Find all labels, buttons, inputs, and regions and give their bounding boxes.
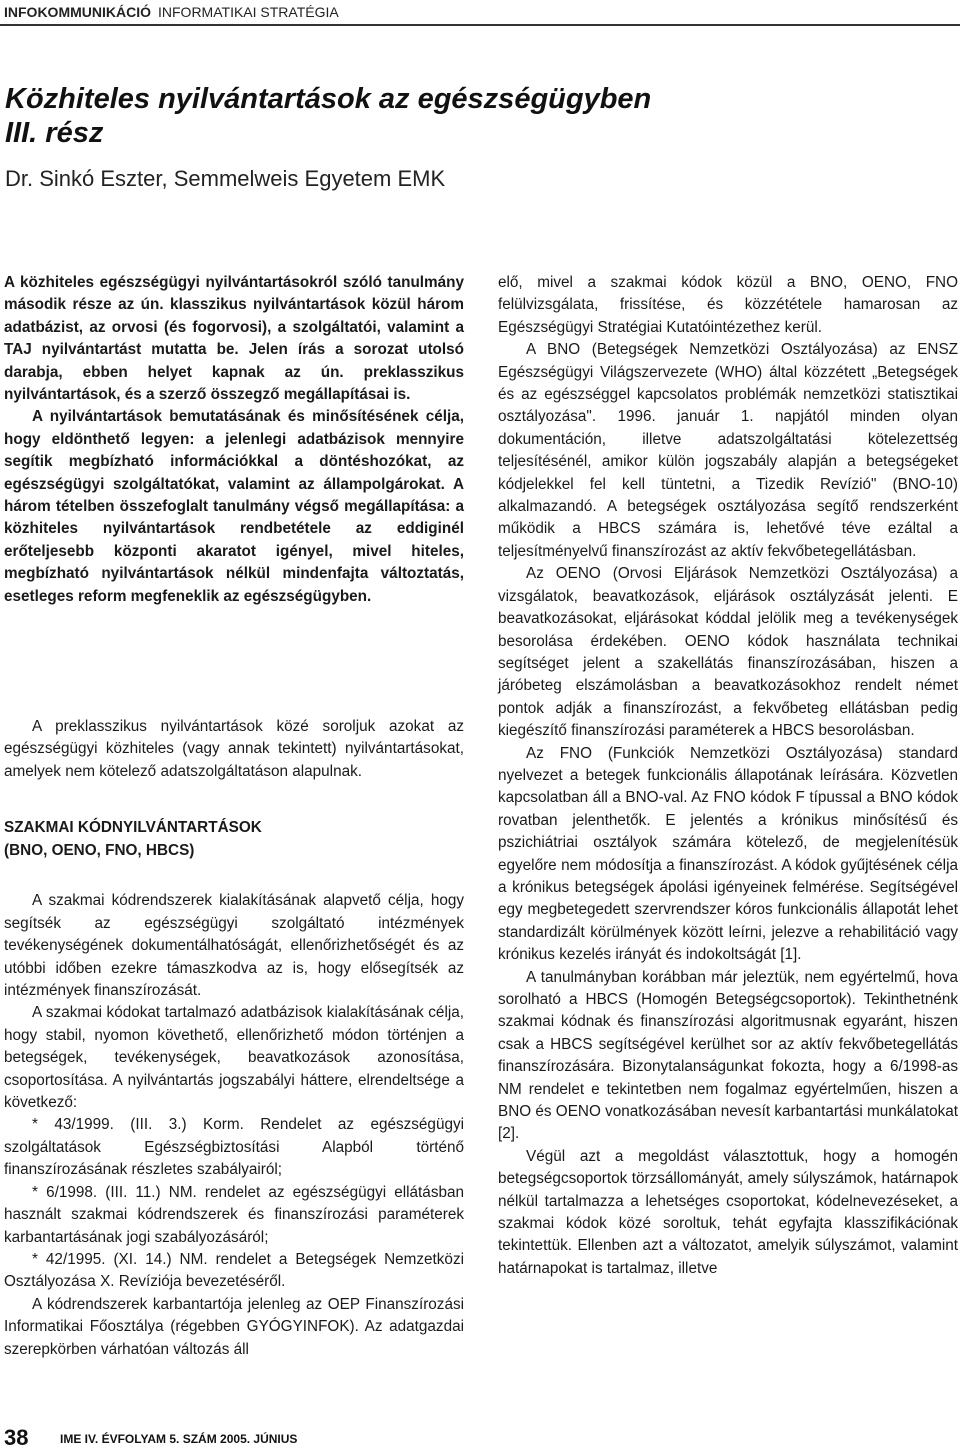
subsection-label: INFORMATIKAI STRATÉGIA [158,4,339,20]
article-title [5,82,905,150]
title-line-2: III. rész [5,117,104,149]
section-heading [4,817,464,862]
header-rule [0,24,960,26]
title-line-1: Közhiteles nyilvántartások az egészségügyben [5,83,652,115]
body-paragraph: Az OENO (Orvosi Eljárások Nemzetközi Osztályozása) a vizsgálatok, beavatkozások, eljárások osztályzását jelenti. E beavatkozásokat, eljárásokat kóddal jelölik meg a tevékenységek besorolása érdekében. OENO kódok használata technikai segítséget jelent a szakellátás finanszírozásában, hiszen a járóbeteg elszámolásban a beavatkozásokhoz rendelt német pontok adják a finanszírozást, a fekvőbeteg ellátásban pedig kiegészítő finanszírozási paraméterek a HBCS besorolásban. [498,565,958,740]
body-paragraph: * 43/1999. (III. 3.) Korm. Rendelet az egészségügyi szolgáltatások Egészségbiztosítási Alapból történő finanszírozásának részletes szabályairól; [4,1116,464,1179]
lead-paragraph: A nyilvántartások bemutatásának és minősítésének célja, hogy eldönthető legyen: a jelenlegi adatbázisok mennyire segítik megbízható információkkal a döntéshozókat, az egészségügyi szolgáltatókat, valamint az állampolgárokat. A három tételben összefoglalt tanulmány végső megállapítása: a közhiteles nyilvántartások rendbetétele az eddiginél erőteljesebb központi akaratot igényel, mivel hiteles, megbízható nyilvántartások nélkül mindenfajta változtatás, esetleges reform megfeneklik az egészségügyben. [4,408,464,605]
body-paragraph: A szakmai kódrendszerek kialakításának alapvető célja, hogy segítsék az egészségügyi szolgáltató intézmények tevékenységének dokumentálhatóságát, ellenőrizhetőségét és az utóbbi időben ezekre támaszkodva az is, hogy elősegítsék az intézmények finanszírozását. [4,892,464,1000]
body-block [4,716,464,1361]
body-paragraph: * 42/1995. (XI. 14.) NM. rendelet a Betegségek Nemzetközi Osztályozása X. Revíziója bevezetéséről. [4,1250,464,1291]
section-heading-line-2: (BNO, OENO, FNO, HBCS) [4,841,195,859]
body-paragraph: * 6/1998. (III. 11.) NM. rendelet az egészségügyi ellátásban használt szakmai kódrendszerek és finanszírozási paraméterek karbantartásának jogi szabályozásáról; [4,1183,464,1246]
section-heading-line-1: SZAKMAI KÓDNYILVÁNTARTÁSOK [4,819,262,837]
lead-paragraph: A közhiteles egészségügyi nyilvántartásokról szóló tanulmány második része az ún. klasszikus nyilvántartások közül három adatbázist, az orvosi (és fogorvosi), a szolgáltatói, valamint a TAJ nyilvántartást mutatta be. Jelen írás a sorozat utolsó darabja, ebben helyet kapnak az ún. preklasszikus nyilvántartások, és a szerző összegző megállapításai is. [4,274,464,404]
page-number: 38 [4,1425,29,1450]
body-paragraph: Az FNO (Funkciók Nemzetközi Osztályozása) standard nyelvezet a betegek funkcionális állapotának leírására. Közvetlen kapcsolatban áll a BNO-val. Az FNO kódok F típussal a BNO kódok rovatban jelenthetők. E jelentés a krónikus minősítésű és pszichiátriai osztályok számára kötelező, de megjelenítésük egyelőre nem módosítja a finanszírozást. A kódok gyűjtésének célja a krónikus betegségek ápolási igényeinek felmérése. Segítségével egy megbetegedett szervrendszer kóros funkcionális állapotát lehet standardizált körülmények között leírni, jelezve a rehabilitáció vagy krónikus kezelés irányát és indokoltságát [1]. [498,744,958,964]
body-paragraph: elő, mivel a szakmai kódok közül a BNO, OENO, FNO felülvizsgálata, frissítése, és közzététele hamarosan az Egészségügyi Stratégiai Kutatóintézethez kerül. [498,274,958,336]
body-paragraph: A szakmai kódokat tartalmazó adatbázisok kialakításának célja, hogy stabil, nyomon követhető, ellenőrizhető módon történjen a betegségek, tevékenységek, beavatkozások azonosítása, csoportosítása. A nyilvántartás jogszabályi háttere, elrendeltsége a következő: [4,1004,464,1112]
body-paragraph: A kódrendszerek karbantartója jelenleg az OEP Finanszírozási Informatikai Főosztálya (régebben GYÓGYINFOK). Az adatgazdai szerepkörben várhatóan változás áll [4,1295,464,1358]
article-author: Dr. Sinkó Eszter, Semmelweis Egyetem EMK [5,166,446,191]
body-paragraph: A BNO (Betegségek Nemzetközi Osztályozása) az ENSZ Egészségügyi Világszervezete (WHO) által közzétett „Betegségek és az egészséggel kapcsolatos problémák nemzetközi statisztikai osztályozása". 1996. január 1. napjától minden olyan dokumentáción, illetve adatszolgáltatási kötelezettség teljesítésénél, amikor külön jogszabály alapján a betegségeket kódjelekkel fel kell tüntetni, a Tizedik Revízió" (BNO-10) alkalmazandó. A betegségek osztályozása segítő rendszerként működik a HBCS számára is, lehetővé téve ezáltal a teljesítményelvű finanszírozást az aktív fekvőbetegellátásban. [498,341,958,560]
left-column [4,272,464,1358]
right-column [498,272,958,1280]
body-paragraph: Végül azt a megoldást választottuk, hogy a homogén betegségcsoportok törzsállományát, amely súlyszámok, határnapok nélkül tartalmazza a lehetséges csoportokat, kódelnevezéseket, a szakmai kódok közé soroltuk, tehát egyfajta klasszifikációnak tekintettük. Ellenben azt a változatot, amelyik súlyszámot, valamint határnapokat is tartalmaz, illetve [498,1147,958,1277]
body-paragraph: A tanulmányban korábban már jeleztük, nem egyértelmű, hova sorolható a HBCS (Homogén Betegségcsoportok). Tekinthetnénk szakmai kódnak és finanszírozási algoritmusnak egyaránt, hiszen csak a HBCS segítségével kerülhet sor az aktív fekvőbetegellátás finanszírozására. Bizonytalanságunkat fokozta, hogy a 6/1998-as NM rendelet e tekintetben nem fogalmaz egyértelműen, hiszen a BNO és OENO vonatkozásában nevesít karbantartási munkálatokat [2]. [498,968,958,1143]
running-header [0,0,960,24]
intro-paragraph: A preklasszikus nyilvántartások közé soroljuk azokat az egészségügyi közhiteles (vagy annak tekintett) nyilvántartásokat, amelyek nem kötelező adatszolgáltatáson alapulnak. [4,718,464,780]
lead-block [4,272,464,608]
journal-info: IME IV. ÉVFOLYAM 5. SZÁM 2005. JÚNIUS [60,1432,298,1446]
section-label: INFOKOMMUNIKÁCIÓ [4,4,151,20]
page-footer [0,1423,960,1452]
